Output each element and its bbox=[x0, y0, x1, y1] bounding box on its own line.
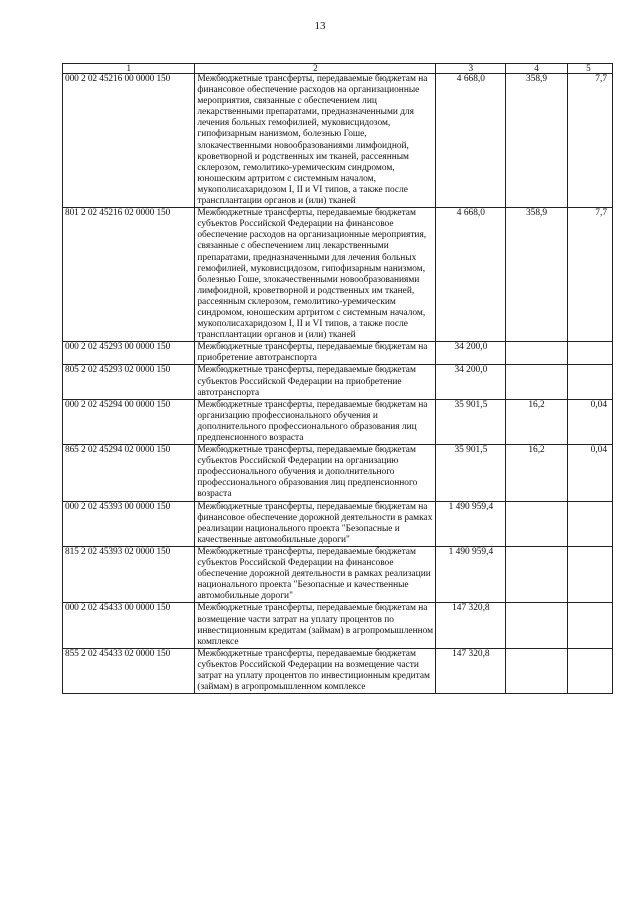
ratio bbox=[567, 365, 612, 399]
item-name: Межбюджетные трансферты, передаваемые бюджетам на возмещение части затрат на уплату процентов по инвестиционным кредитам (займам) в агропромышленном комплексе bbox=[195, 603, 436, 648]
percent bbox=[506, 365, 568, 399]
percent bbox=[506, 342, 568, 365]
amount: 1 490 959,4 bbox=[436, 501, 506, 546]
item-name: Межбюджетные трансферты, передаваемые бюджетам на приобретение автотранспорта bbox=[195, 342, 436, 365]
item-name: Межбюджетные трансферты, передаваемые бюджетам на организацию профессионального обучения и дополнительного профессионального образования лиц предпенсионного возраста bbox=[195, 399, 436, 444]
ratio: 7,7 bbox=[567, 74, 612, 208]
amount: 34 200,0 bbox=[436, 342, 506, 365]
budget-code: 855 2 02 45433 02 0000 150 bbox=[63, 648, 195, 693]
ratio bbox=[567, 501, 612, 546]
item-name: Межбюджетные трансферты, передаваемые бюджетам субъектов Российской Федерации на возмещение части затрат на уплату процентов по инвестиционным кредитам (займам) в агропромышленном комплексе bbox=[195, 648, 436, 693]
ratio bbox=[567, 546, 612, 602]
percent bbox=[506, 501, 568, 546]
ratio: 0,04 bbox=[567, 445, 612, 501]
item-name: Межбюджетные трансферты, передаваемые бюджетам на финансовое обеспечение расходов на организационные мероприятия, связанные с обеспечением лиц лекарственными препаратами, предназначенными для лечения больных гемофилией, муковисцидозом, гипофизарным нанизмом, болезнью Гоше, злокачественными новообразованиями лимфоидной, кроветворной и родственных им тканей, рассеянным склерозом, гемолитико-уремическим синдромом, юношеским артритом с системным началом, мукополисахаридозом I, II и VI типов, а также после трансплантации органов и (или) тканей bbox=[195, 74, 436, 208]
ratio bbox=[567, 648, 612, 693]
amount: 34 200,0 bbox=[436, 365, 506, 399]
table-row bbox=[63, 399, 613, 444]
percent: 358,9 bbox=[506, 74, 568, 208]
item-name: Межбюджетные трансферты, передаваемые бюджетам субъектов Российской Федерации на организацию профессионального обучения и дополнительного профессионального образования лиц предпенсионного возраста bbox=[195, 445, 436, 501]
column-number-row bbox=[63, 64, 613, 74]
amount: 35 901,5 bbox=[436, 399, 506, 444]
table-row bbox=[63, 365, 613, 399]
amount: 147 320,8 bbox=[436, 603, 506, 648]
column-number: 3 bbox=[436, 64, 506, 74]
column-number: 4 bbox=[506, 64, 568, 74]
budget-code: 805 2 02 45293 02 0000 150 bbox=[63, 365, 195, 399]
ratio: 0,04 bbox=[567, 399, 612, 444]
percent: 16,2 bbox=[506, 445, 568, 501]
table-row bbox=[63, 342, 613, 365]
item-name: Межбюджетные трансферты, передаваемые бюджетам на финансовое обеспечение дорожной деятельности в рамках реализации национального проекта "Безопасные и качественные автомобильные дороги" bbox=[195, 501, 436, 546]
item-name: Межбюджетные трансферты, передаваемые бюджетам субъектов Российской Федерации на финансовое обеспечение расходов на организационные мероприятия, связанные с обеспечением лиц лекарственными препаратами, предназначенными для лечения больных гемофилией, муковисцидозом, гипофизарным нанизмом, болезнью Гоше, злокачественными новообразованиями лимфоидной, кроветворной и родственных им тканей, рассеянным склерозом, гемолитико-уремическим синдромом, юношеским артритом с системным началом, мукополисахаридозом I, II и VI типов, а также после трансплантации органов и (или) тканей bbox=[195, 208, 436, 342]
page-number: 13 bbox=[314, 20, 326, 32]
amount: 4 668,0 bbox=[436, 74, 506, 208]
amount: 4 668,0 bbox=[436, 208, 506, 342]
amount: 1 490 959,4 bbox=[436, 546, 506, 602]
amount: 35 901,5 bbox=[436, 445, 506, 501]
budget-code: 865 2 02 45294 02 0000 150 bbox=[63, 445, 195, 501]
item-name: Межбюджетные трансферты, передаваемые бюджетам субъектов Российской Федерации на приобретение автотранспорта bbox=[195, 365, 436, 399]
percent bbox=[506, 603, 568, 648]
budget-code: 815 2 02 45393 02 0000 150 bbox=[63, 546, 195, 602]
percent: 358,9 bbox=[506, 208, 568, 342]
budget-code: 000 2 02 45294 00 0000 150 bbox=[63, 399, 195, 444]
amount: 147 320,8 bbox=[436, 648, 506, 693]
budget-code: 000 2 02 45216 00 0000 150 bbox=[63, 74, 195, 208]
column-number: 5 bbox=[567, 64, 612, 74]
column-number: 1 bbox=[63, 64, 195, 74]
percent bbox=[506, 546, 568, 602]
ratio: 7,7 bbox=[567, 208, 612, 342]
percent bbox=[506, 648, 568, 693]
budget-code: 000 2 02 45293 00 0000 150 bbox=[63, 342, 195, 365]
column-number: 2 bbox=[195, 64, 436, 74]
budget-table bbox=[62, 63, 613, 694]
table-row bbox=[63, 208, 613, 342]
table-row bbox=[63, 74, 613, 208]
table-row bbox=[63, 648, 613, 693]
budget-code: 801 2 02 45216 02 0000 150 bbox=[63, 208, 195, 342]
table-row bbox=[63, 546, 613, 602]
percent: 16,2 bbox=[506, 399, 568, 444]
budget-code: 000 2 02 45393 00 0000 150 bbox=[63, 501, 195, 546]
budget-code: 000 2 02 45433 00 0000 150 bbox=[63, 603, 195, 648]
table-row bbox=[63, 603, 613, 648]
item-name: Межбюджетные трансферты, передаваемые бюджетам субъектов Российской Федерации на финансовое обеспечение дорожной деятельности в рамках реализации национального проекта "Безопасные и качественные автомобильные дороги" bbox=[195, 546, 436, 602]
ratio bbox=[567, 342, 612, 365]
table-row bbox=[63, 445, 613, 501]
table-row bbox=[63, 501, 613, 546]
ratio bbox=[567, 603, 612, 648]
